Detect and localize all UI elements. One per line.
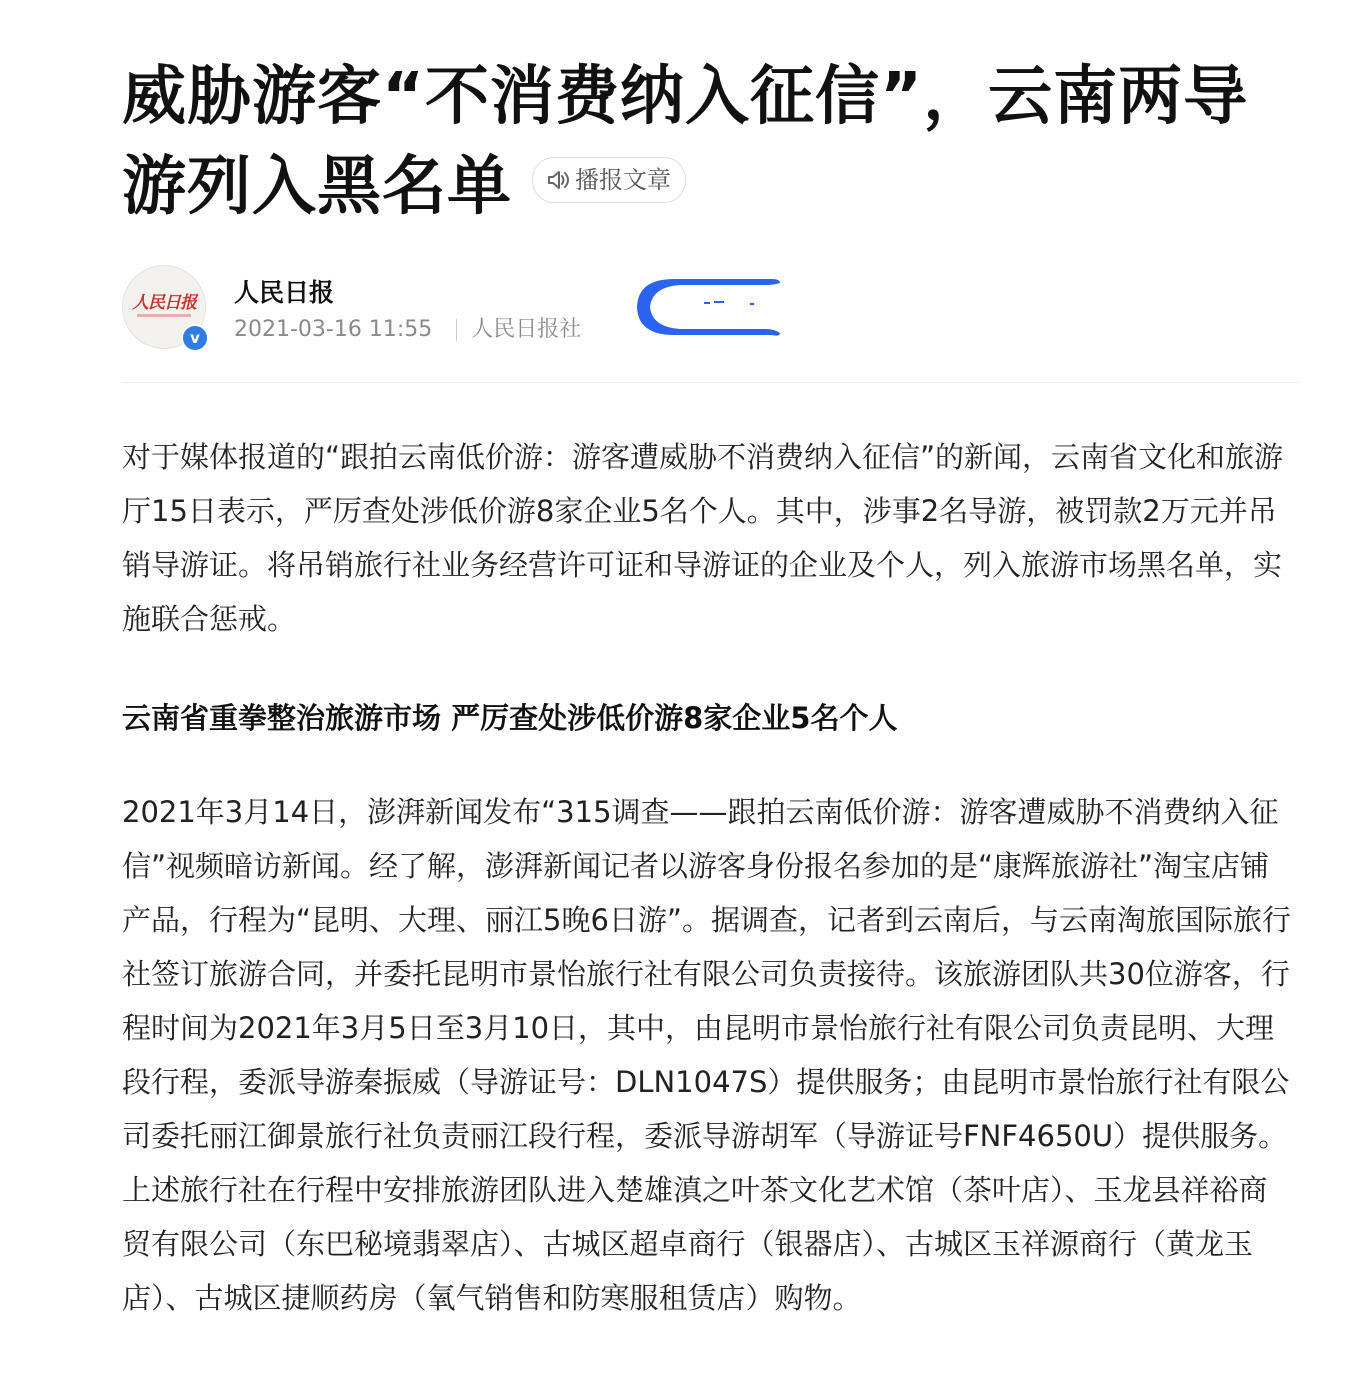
listen-article-label: 播报文章 (575, 166, 671, 195)
article-title-line-2-text: 游列入黑名单 (122, 150, 512, 224)
publisher-source: 人民日报社 (471, 317, 582, 342)
header-divider (122, 382, 1300, 383)
article-paragraph-1: 对于媒体报道的“跟拍云南低价游：游客遭威胁不消费纳入征信”的新闻，云南省文化和旅游厅15日表示，严厉查处涉低价游8家企业5名个人。其中，涉事2名导游，被罚款2万元并吊销导游证。将吊销旅行社业务经营许可证和导游证的企业及个人，列入旅游市场黑名单，实施联合惩戒。 (122, 440, 1284, 636)
listen-article-button[interactable] (532, 157, 686, 203)
avatar-logo-subline (137, 314, 191, 317)
author-bar (122, 263, 1302, 353)
article-subheading: 云南省重拳整治旅游市场 严厉查处涉低价游8家企业5名个人 (122, 701, 898, 735)
publish-datetime: 2021-03-16 11:55 (234, 317, 433, 342)
author-avatar[interactable] (122, 265, 206, 349)
author-avatar-logo: 人民日报 (132, 293, 196, 313)
author-meta (234, 312, 581, 343)
article-paragraph-2: 2021年3月14日，澎湃新闻发布“315调查——跟拍云南低价游：游客遭威胁不消费纳入征信”视频暗访新闻。经了解，澎湃新闻记者以游客身份报名参加的是“康辉旅游社”淘宝店铺产品，行程为“昆明、大理、丽江5晚6日游”。据调查，记者到云南后，与云南淘旅国际旅行社签订旅游合同，并委托昆明市景怡旅行社有限公司负责接待。该旅游团队共30位游客，行程时间为2021年3月5日至3月10日，其中，由昆明市景怡旅行社有限公司负责昆明、大理段行程，委派导游秦振威（导游证号：DLN1047S）提供服务；由昆明市景怡旅行社有限公司委托丽江御景旅行社负责丽江段行程，委派导游胡军（导游证号FNF4650U）提供服务。上述旅行社在行程中安排旅游团队进入楚雄滇之叶茶文化艺术馆（茶叶店）、玉龙县祥裕商贸有限公司（东巴秘境翡翠店）、古城区超卓商行（银器店）、古城区玉祥源商行（黄龙玉店）、古城区捷顺药房（氧气销售和防寒服租赁店）购物。 (122, 795, 1291, 1315)
author-name[interactable]: 人民日报 (234, 278, 335, 307)
meta-divider (456, 319, 457, 341)
article-title (122, 52, 1312, 232)
follow-button-blurred[interactable] (634, 275, 784, 339)
article-title-line-1: 威胁游客“不消费纳入征信”，云南两导 (122, 60, 1249, 134)
speaker-icon (545, 167, 571, 193)
article-title-line-2 (122, 142, 1312, 232)
verified-badge-icon: v (181, 324, 209, 352)
